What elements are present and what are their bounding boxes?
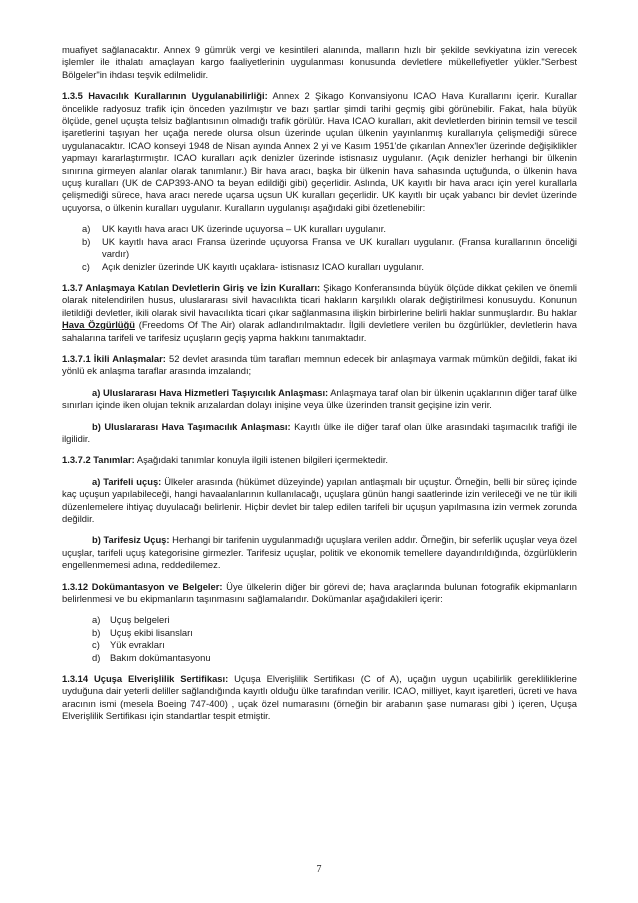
list-text: Bakım dokümantasyonu: [110, 651, 211, 663]
section-text: Aşağıdaki tanımlar konuyla ilgili istenen bilgileri içermektedir.: [134, 454, 389, 466]
list-marker: b): [82, 235, 91, 247]
section-1-3-5: [62, 90, 577, 214]
list-text: Açık denizler üzerinde UK kayıtlı uçaklara- istisnasız ICAO kuralları uygulanır.: [102, 260, 425, 272]
section-1-3-12: [62, 581, 577, 606]
section-heading: 1.3.7 Anlaşmaya Katılan Devletlerin Giriş ve İzin Kuralları:: [62, 281, 321, 293]
section-text: (Freedoms Of The Air) olarak adlandırılmaktadır. İlgili devletlere verilen bu özgürlükler, devletlerin hava sahalarına tarifeli ve tarifesiz uçuşların geçiş yapma hakkını tanımaktadır.: [62, 319, 577, 343]
paragraph-intro: muafiyet sağlanacaktır. Annex 9 gümrük vergi ve kesintileri alanında, malların hızlı bir şekilde sevkiyatına izin verecek işlemler ile ithalatı amaçlayan kargo faaliyetlerinin uygulanması konusunda devletlere mükellefiyetler yükler."Serbest Bölgeler"in ihdası teşvik edilmelidir.: [62, 44, 577, 80]
section-text: Kayıtlı ülke ile diğer taraf olan ülke arasındaki taşımacılık trafiği ile ilgilidir.: [62, 420, 577, 444]
list-text: UK kayıtlı hava aracı UK üzerinde uçuyorsa – UK kuralları uygulanır.: [102, 223, 386, 235]
agreement-a: [62, 387, 577, 412]
section-1-3-7-2: [62, 454, 577, 466]
list-marker: c): [92, 639, 100, 651]
list-marker: b): [92, 626, 101, 638]
section-text: Annex 2 Şikago Konvansiyonu ICAO Hava Kurallarını içerir. Kurallar öncelikle radyosuz trafik için önceden yazılmıştır ve bazı şartlar şimdi tarihi geçmiş gibi görünebilir. Fakat, hala büyük ölçüde, genel uçuşta telsiz bağlantısının olmadığı trafik görülür. Hava ICAO kuralları, akit devletlerden birinin temsil ve tescil işaretlerini taşıyan her uçağa nerede olursa olsun üzerinde uçulan ülkenin yayınlanmış kurallarıyla çelişmediği sürece uygulanacaktır. ICAO konseyi 1948 de Nisan ayında Annex 2 yi ve Kasım 1951'de çıkarılan Annex'ler üzerinde değişiklikler yapmayı kararlaştırmıştır. ICAO kuralları açık denizler üzerinde istisnasız uygulanır. (Açık denizler herhangi bir ülkenin sınırına girmeyen alanlar olarak tanımlanır.) Bir hava aracı, başka bir ülkenin hava sahasında uçtuğunda, o ülkenin hava uçuş kuralları (UK de CAP393-ANO ta beyan edildiği gibi) geçerlidir. Aslında, UK kayıtlı bir hava aracı için yerel kurallarla çelişmediği sürece, hava aracı nerede uçarsa uçsun UK kuralları geçerlidir. UK kayıtlı bir uçak yabancı bir devlet üzerinde uçuyorsa, o ülkenin kuralları uygulanır. Kuralların uygulanışı aşağıdaki gibi özetlenebilir:: [62, 90, 577, 213]
section-text: Herhangi bir tarifenin uygulanmadığı uçuşlara verilen addır. Örneğin, bir seferlik uçuşlar veya özel uçuşlar, tarifeli uçuş kategorisine girmezler. Tarifesiz uçuşlar, politik ve ekonomik temellere dayandırıldığında, özgürlüklerin engellenmemesi adına, reddedilemez.: [62, 534, 577, 571]
list-item: [82, 261, 577, 273]
list-text: Uçuş ekibi lisansları: [110, 626, 193, 638]
page-number: 7: [316, 864, 322, 875]
freedoms-term: Hava Özgürlüğü: [62, 319, 135, 331]
list-text: Uçuş belgeleri: [110, 614, 170, 626]
section-text: Üye ülkelerin diğer bir görevi de; hava araçlarında bulunan fotografik ekipmanların belirlenmesi ve bu ekipmanların taşınmasını sağlamalarıdır. Dokümanlar aşağıdakileri içerir:: [62, 580, 577, 605]
list-item: [92, 627, 577, 639]
section-heading: a) Tarifeli uçuş:: [92, 475, 162, 487]
section-heading: 1.3.12 Dokümantasyon ve Belgeler:: [62, 580, 223, 592]
list-item: [92, 639, 577, 651]
list-item: [92, 614, 577, 626]
definition-b: [62, 534, 577, 571]
section-heading: b) Tarifesiz Uçuş:: [92, 534, 170, 546]
list-text: Yük evrakları: [110, 639, 165, 651]
section-heading: 1.3.14 Uçuşa Elverişlilik Sertifikası:: [62, 673, 229, 685]
section-1-3-7: [62, 282, 577, 344]
list-marker: a): [92, 614, 101, 626]
list-marker: a): [82, 223, 91, 235]
list-item: [92, 652, 577, 664]
rules-list: [82, 223, 577, 273]
section-text: Şikago Konferansında büyük ölçüde dikkat çekilen ve önemli olarak nitelendirilen husus, uluslararası sivil havacılıkta ticari hakların karşılıklı olarak değiştirilmesi konusuydu. Konunun iletildiği devletler, ikili olarak sivil havacılıkta ticari çıkar sağlanmasına ilişkin birbirlerine belirli haklar sunmuşlardır. Bu haklar: [62, 281, 577, 318]
section-1-3-7-1: [62, 353, 577, 378]
list-marker: c): [82, 260, 90, 272]
document-page: [62, 44, 577, 732]
definition-a: [62, 476, 577, 526]
section-text: 52 devlet arasında tüm tarafları memnun edecek bir anlaşmaya varmak mümkün değildi, fakat iki yönlü ek anlaşma taraflar arasında imzalandı;: [62, 352, 577, 377]
section-heading: 1.3.5 Havacılık Kurallarının Uygulanabilirliği:: [62, 90, 268, 102]
agreement-b: [62, 421, 577, 446]
section-heading: 1.3.7.2 Tanımlar:: [62, 454, 135, 466]
section-text: Uçuşa Elverişlilik Sertifikası (C of A), uçağın uygun uçabilirlik gerekliliklerine uyduğuna dair yeterli deliller sağlandığında kayıtlı olduğu ülke tarafından verilir. ICAO, milliyet, kayıt işaretleri, ücreti ve hava aracının ismi (mesela Boeing 747-400) , uçak özel numarasını (örneğin bir arabanın şase numarası gibi ) içeren, Uçuşa Elverişlilik Sertifikası için standartlar tespit etmiştir.: [62, 673, 577, 722]
list-text: UK kayıtlı hava aracı Fransa üzerinde uçuyorsa Fransa ve UK kuralları uygulanır. (Fransa kurallarının önceliği vardır): [102, 235, 577, 260]
list-item: [82, 223, 577, 235]
section-heading: a) Uluslararası Hava Hizmetleri Taşıyıcılık Anlaşması:: [92, 386, 329, 398]
documents-list: [92, 614, 577, 664]
list-item: [82, 236, 577, 261]
section-heading: 1.3.7.1 İkili Anlaşmalar:: [62, 352, 166, 364]
section-text: Anlaşmaya taraf olan bir ülkenin uçaklarının diğer taraf ülke sınırları içinde iken olujan teknik arızalardan dolayı inişine veya ülke üzerinden transit geçişine izin verir.: [62, 386, 577, 411]
section-text: Ülkeler arasında (hükümet düzeyinde) yapılan antlaşmalı bir uçuştur. Örneğin, belli bir süreç içinde kaç uçuşun yapılabileceği, hangi havaalanlarının kullanılacağı, uçuşlara günün hangi saatlerinde izin verileceği ve ne tür ikili düzenlemelere ihtiyaç duyulacağı belirlenir. Hiçbir devlet bir talep edilen tarifeli bir uçuşun yapılmasına izin vermek zorunda değildir.: [62, 475, 578, 524]
section-heading: b) Uluslararası Hava Taşımacılık Anlaşması:: [92, 420, 291, 432]
list-marker: d): [92, 651, 101, 663]
section-1-3-14: [62, 673, 577, 723]
